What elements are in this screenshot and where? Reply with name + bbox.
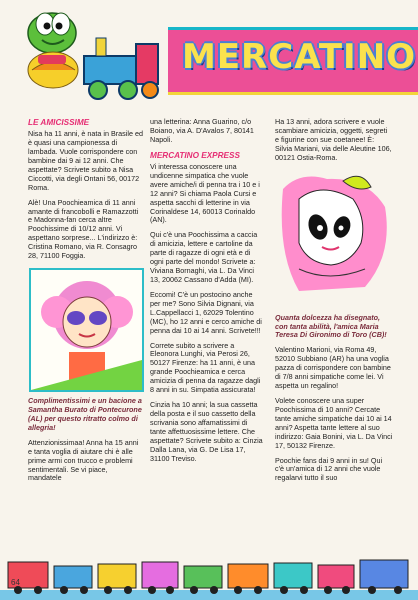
left-section-title: LE AMICISSIME [28, 118, 90, 127]
girl-drawing-illustration [29, 268, 144, 392]
caption-drawing-left: Complimentissimi e un bacione a Samantha Burato di Pontecurone (AL) per questo ritratto colmo di allegria! [28, 396, 142, 432]
paragraph-silvia-d: Eccomi! C'è un postocino anche per me? Sono Silvia Dignani, via L.Cappellacci 1, 62029 Tolentino (MC), ho 12 anni e cerco amiche di penna dai 10 ai 14 anni. Scrivete!!! [150, 289, 262, 335]
paragraph-anna: Attenzionissimaa! Anna ha 15 anni e tanta voglia di aiutare chi è alle prime armi con trucco e problemi sentimentali. Se vi piace, mandatele [28, 437, 139, 483]
section-title: MERCATINO [182, 37, 417, 77]
page-number: 64 [11, 578, 20, 587]
bottom-train-illustration [0, 544, 418, 600]
middle-section-title: MERCATINO EXPRESS [150, 150, 240, 160]
paragraph-silvia-m: Ha 13 anni, adora scrivere e vuole scambiare amicizia, oggetti, segreti e figurine con sue coetanee! È: Silvia Mariani, via delle Aleutine 106, 00121 Ostia-Roma. [275, 117, 392, 162]
right-column [275, 118, 393, 489]
middle-column [150, 118, 263, 470]
paragraph-valentino: Valentino Marioni, via Roma 49, 52010 Subbiano (AR) ha una voglia pazza di corrispondere con bambine di 7/8 anni simpatiche come lei. Vi aspetta un regalino! [275, 345, 391, 391]
title-band [168, 27, 418, 95]
paragraph-anna-address: una letterina: Anna Guarino, c/o Boiano, via A. D'Avalos 7, 80141 Napoli. [150, 117, 254, 144]
paragraph-eleonora: Correte subito a scrivere a Eleonora Lunghi, via Perosi 26, 50127 Firenze: ha 11 anni, è una grande Poochieamica e cerca amicizia di penna da ragazze dagli 8 anni in su. Simpatia assicurata! [150, 340, 261, 395]
paragraph-viviana: Qui c'è una Poochissima a caccia di amicizia, lettere e cartoline da parte di ragazze di ogni età e di ogni parte del mondo! Scrivete a: Viviana Bornaghi, via L. Da Vinci 13, 20062 Cassano d'Adda (MI). [150, 230, 258, 284]
paragraph-gaia: Volete conoscere una super Poochissima di 10 anni? Cercate tante amiche simpatiche dai 10 ai 14 anni? Aspetta tante lettere al suo indirizzo: Gaia Bonini, via L. Da Vinci 17, 50132 Firenze. [275, 395, 393, 450]
caption-drawing-right: Quanta dolcezza ha disegnato, con tanta abilità, l'amica Maria Teresa Di Gironimo di Toro (CB)! [275, 312, 387, 340]
left-column [28, 118, 143, 489]
page-header [0, 0, 418, 110]
paragraph-cinzia: Cinzia ha 10 anni; la sua cassetta della posta e il suo cassetto della scrivania sono affamatissimi di tante affettuosissime lettere. Che aspettate? Scrivete subito a: Cinzia Dalla Lana, via G. De Lisa 17, 31100 Treviso. [150, 400, 263, 463]
paragraph-nisa: Nisa ha 11 anni, è nata in Brasile ed è quasi una campionessa di lambada. Vuole corrispondere con bambine dai 9 ai 12 anni. Che aspettate? Scrivete subito a Nisa Ciccotti, via degli Ontani 56, 00172 Roma. [28, 129, 143, 192]
toy-train-illustration [76, 28, 168, 102]
paragraph-poochie-fans: Poochie fans dai 9 anni in su! Qui c'è un'amica di 12 anni che vuole regalarvi tutto il suo [275, 455, 383, 483]
panda-drawing-illustration [275, 169, 393, 310]
paragraph-paola: Vi interessa conoscere una undicenne simpatica che vuole avere amiche/i di penna tra i 10 e i 12 anni? Si chiama Paola Cursi e aspetta sacchi di letterine in via Corinaldese 14, 60013 Corinaldo (AN). [150, 161, 260, 225]
paragraph-cristina: Alè! Una Poochieamica di 11 anni amante di francobolli e Ramazzotti e Madonna-fan cerca altre Poochissime di 10/12 anni. Vi aspettano sorprese... L'indirizzo è: Cristina Romano, via R. Consagro 28, 71100 Foggia. [28, 197, 139, 261]
